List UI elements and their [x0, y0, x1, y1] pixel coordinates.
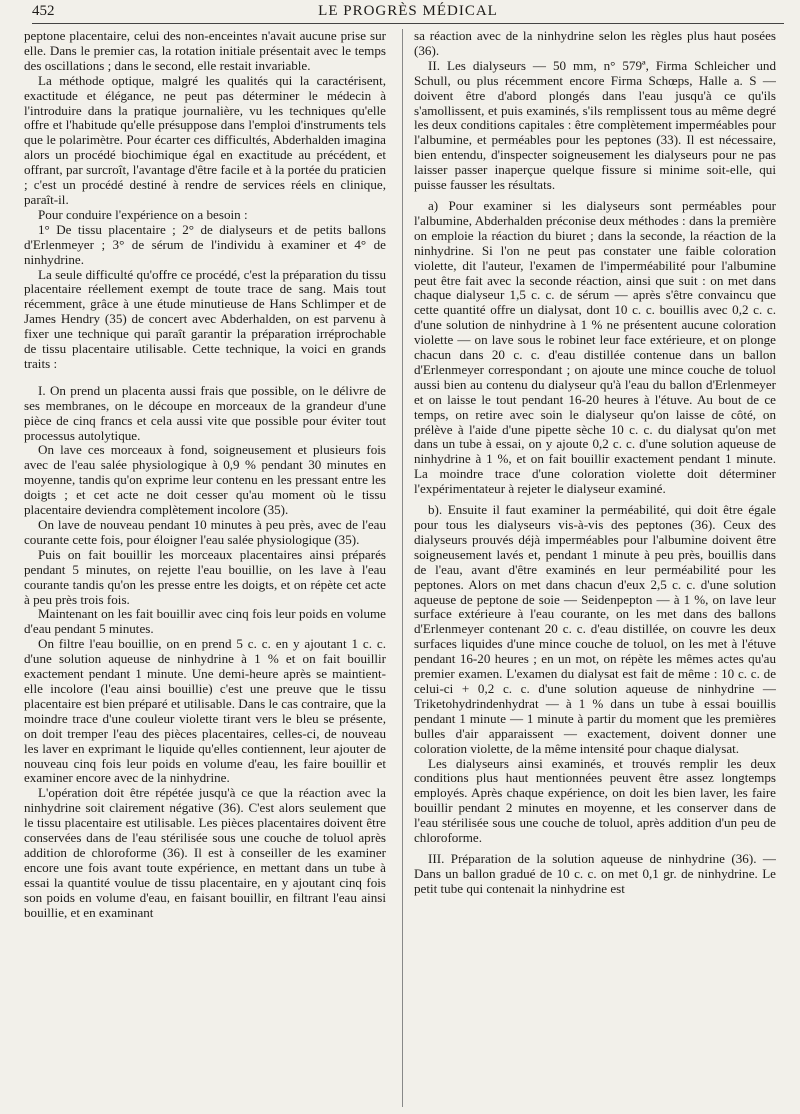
- column-divider: [402, 29, 403, 1107]
- paragraph: La méthode optique, malgré les qualités qui la caractérisent, exactitude et élégance, ne peut pas déterminer le médecin à l'introduire dans la pratique journalière, vu les techniques qu'elle offre et l'habitude qu'elle présuppose dans l'emploi d'instruments tels que le polarimètre. Pour écarter ces difficultés, Abderhalden imagina alors un procédé biochimique égal en exactitude au précédent, et offrant, par surcroît, l'avantage d'être facile et à la portée du praticien ; c'est un procédé destiné à rendre de services réels en clinique, paraît-il.: [24, 72, 386, 207]
- paragraph: On filtre l'eau bouillie, on en prend 5 c. c. en y ajoutant 1 c. c. d'une solution aqueuse de ninhydrine à 1 % et on fait bouillir exactement pendant 1 minute. Une demi-heure après se maintient-elle incolore (l'eau ainsi bouillie) c'est une preuve que le tissu placentaire est bien préparé et utilisable. Dans le cas contraire, que la moindre trace d'une couleur violette tirant vers le bleu se présente, on doit tremper l'eau des pièces placentaires, celles-ci, de nouveau les laver en exprimant le liquide qu'elles contiennent, leur ajouter de nouveau cinq fois leur poids en volume d'eau, les faire bouillir et examiner encore avec de la ninhydrine.: [24, 636, 386, 786]
- paragraph: sa réaction avec de la ninhydrine selon les règles plus haut posées (36).: [414, 29, 776, 58]
- paragraph: III. Préparation de la solution aqueuse de ninhydrine (36). — Dans un ballon gradué de 10 c. c. on met 0,1 gr. de ninhydrine. Le petit tube qui contenait la ninhydrine est: [414, 850, 776, 896]
- left-column: [24, 29, 386, 1109]
- page-header: [32, 3, 784, 23]
- paragraph: II. Les dialyseurs — 50 mm, n° 579ª, Firma Schleicher und Schull, ou plus récemment encore Firma Schœps, Halle a. S — doivent être d'abord plongés dans l'eau jusqu'à ce qu'ils s'amollissent, et puis examinés, s'ils remplissent tous au même degré les deux conditions capitales : être complètement imperméables pour l'albumine, et perméables pour les peptones (33). Il est nécessaire, bien entendu, d'inspecter soigneusement les dialyseurs pour ne pas laisser passer inaperçue quelque fissure si minime soit-elle, qui puisse fausser les résultats.: [414, 57, 776, 193]
- paragraph: La seule difficulté qu'offre ce procédé, c'est la préparation du tissu placentaire réellement exempt de toute trace de sang. Mais tout récemment, grâce à une étude minutieuse de Hans Schlimper et de James Hendry (35) de concert avec Abderhalden, on est parvenu à fixer une technique qui paraît garantir la préparation irréprochable de tissu placentaire utilisable. Cette technique, la voici en grands traits :: [24, 266, 386, 371]
- right-column: [414, 29, 776, 1109]
- paragraph: 1° De tissu placentaire ; 2° de dialyseurs et de petits ballons d'Erlenmeyer ; 3° de sérum de l'individu à examiner et 4° de ninhydrine.: [24, 221, 386, 267]
- paragraph: On lave de nouveau pendant 10 minutes à peu près, avec de l'eau courante cette fois, pour éloigner l'eau salée physiologique (35).: [24, 517, 386, 547]
- paragraph: a) Pour examiner si les dialyseurs sont perméables pour l'albumine, Abderhalden préconise deux méthodes : dans la première on emploie la réaction du biuret ; dans la seconde, la réaction de la ninhydrine. Si l'on ne peut pas constater une faible coloration violette, dit l'auteur, l'examen de l'imperméabilité pour l'albumine peut être fait avec la seconde réaction, ainsi que suit : on met dans chaque dialyseur 1,5 c. c. de sérum — après s'être convaincu que cette quantité offre un dialysat, dont 10 c. c. bouillis avec 0,2 c. c. d'une solution de ninhydrine à 1 % ne présentent aucune coloration violette — on lave sous le robinet leur face extérieure, et on plonge chacun dans 20 c. c. d'eau distillée contenue dans un ballon d'Erlenmeyer correspondant ; on ajoute une mince couche de toluol aussi bien au contenu du dialyseur qu'à l'eau du ballon d'Erlenmeyer et on laisse le tout pendant 16-20 heures à l'étuve. Au bout de ce temps, on retire avec soin le dialyseur qu'on laisse de côté, on prélève à l'aide d'une pipette sèche 10 c. c. du dialysat qu'on met dans un tube à essai, on y ajoute 0,2 c. c. d'une solution aqueuse de ninhydrine à 1 %, et on fait bouillir exactement pendant 1 minute. La moindre trace d'une coloration violette doit déterminer l'expérimentateur à rejeter le dialyseur examiné.: [414, 197, 776, 497]
- paragraph: peptone placentaire, celui des non-enceintes n'avait aucune prise sur elle. Dans le premier cas, la rotation initiale présentait avec le temps des oscillations ; dans le second, elle restait invariable.: [24, 29, 386, 73]
- paragraph: Puis on fait bouillir les morceaux placentaires ainsi préparés pendant 5 minutes, on rejette l'eau bouillie, on les lave à l'eau courante tandis qu'on les presse entre les doigts, et on répète cet acte à peu près trois fois.: [24, 546, 386, 607]
- paragraph: L'opération doit être répétée jusqu'à ce que la réaction avec la ninhydrine soit clairement négative (36). C'est alors seulement que le tissu placentaire est utilisable. Les pièces placentaires doivent être conservées dans de l'eau stérilisée sous une couche de toluol après addition de chloroforme (36). Il est à conseiller de les examiner encore une fois avant toute expérience, en mettant dans un tube à essai la quantité voulue de tissu placentaire, en y ajoutant cinq fois son poids en volume d'eau, en faisant bouillir, en filtrant l'eau ainsi bouillie, et en examinant: [24, 785, 386, 920]
- paragraph: I. On prend un placenta aussi frais que possible, on le délivre de ses membranes, on le découpe en morceaux de la grandeur d'une pièce de cinq francs et cela aussi vite que possible pour éviter tout processus autolytique.: [24, 382, 386, 443]
- paragraph: Les dialyseurs ainsi examinés, et trouvés remplir les deux conditions plus haut mentionnées peuvent être assez longtemps employés. Après chaque expérience, on doit les bien laver, les faire bouillir pendant 2 minutes en moyenne, et les conserver dans de l'eau stérilisée sous une couche de toluol, après addition d'un peu de chloroforme.: [414, 755, 776, 846]
- paragraph: On lave ces morceaux à fond, soigneusement et plusieurs fois avec de l'eau salée physiologique à 0,9 % pendant 30 minutes en moyenne, tandis qu'on exprime leur contenu en les pressant entre les doigts ; et cet acte ne doit cesser qu'au moment où le tissu placentaire deviendra complètement incolore (35).: [24, 442, 386, 518]
- paragraph: Pour conduire l'expérience on a besoin :: [38, 206, 248, 222]
- running-title: LE PROGRÈS MÉDICAL: [318, 3, 498, 19]
- paragraph: Maintenant on les fait bouillir avec cinq fois leur poids en volume d'eau pendant 5 minutes.: [24, 606, 386, 637]
- page-number: 452: [32, 3, 55, 19]
- header-rule: [32, 23, 784, 24]
- paragraph: b). Ensuite il faut examiner la perméabilité, qui doit être égale pour tous les dialyseurs vis-à-vis des peptones (36). Ceux des dialyseurs prouvés déjà imperméables pour l'albumine doivent être soigneusement lavés et, pendant 1 minute à peu près, bouillis dans de l'eau, avant d'être examinés en leur perméabilité pour les peptones. Alors on met dans chacun d'eux 2,5 c. c. d'une solution aqueuse de peptone de soie — Seidenpepton — à 1 %, on lave leur surface extérieure à l'eau courante, on les met dans des ballons d'Erlenmeyer contenant 20 c. c. d'eau distillée, on couvre les deux surfaces liquides d'une mince couche de toluol, on les met à l'étuve pendant 16-20 heures ; en un mot, on répète les mêmes actes qu'au premier examen. L'examen du dialysat est fait de même : 10 c. c. de celui-ci + 0,2 c. c. d'une solution aqueuse de ninhydrine — Triketohydrindenhydrat — à 1 % dans un tube à essai bouillis pendant 1 minute — 1 minute à partir du moment que les premières bulles d'air apparaissent — exactement, doivent donner une coloration violette, de la même intensité pour chaque dialysat.: [414, 502, 776, 756]
